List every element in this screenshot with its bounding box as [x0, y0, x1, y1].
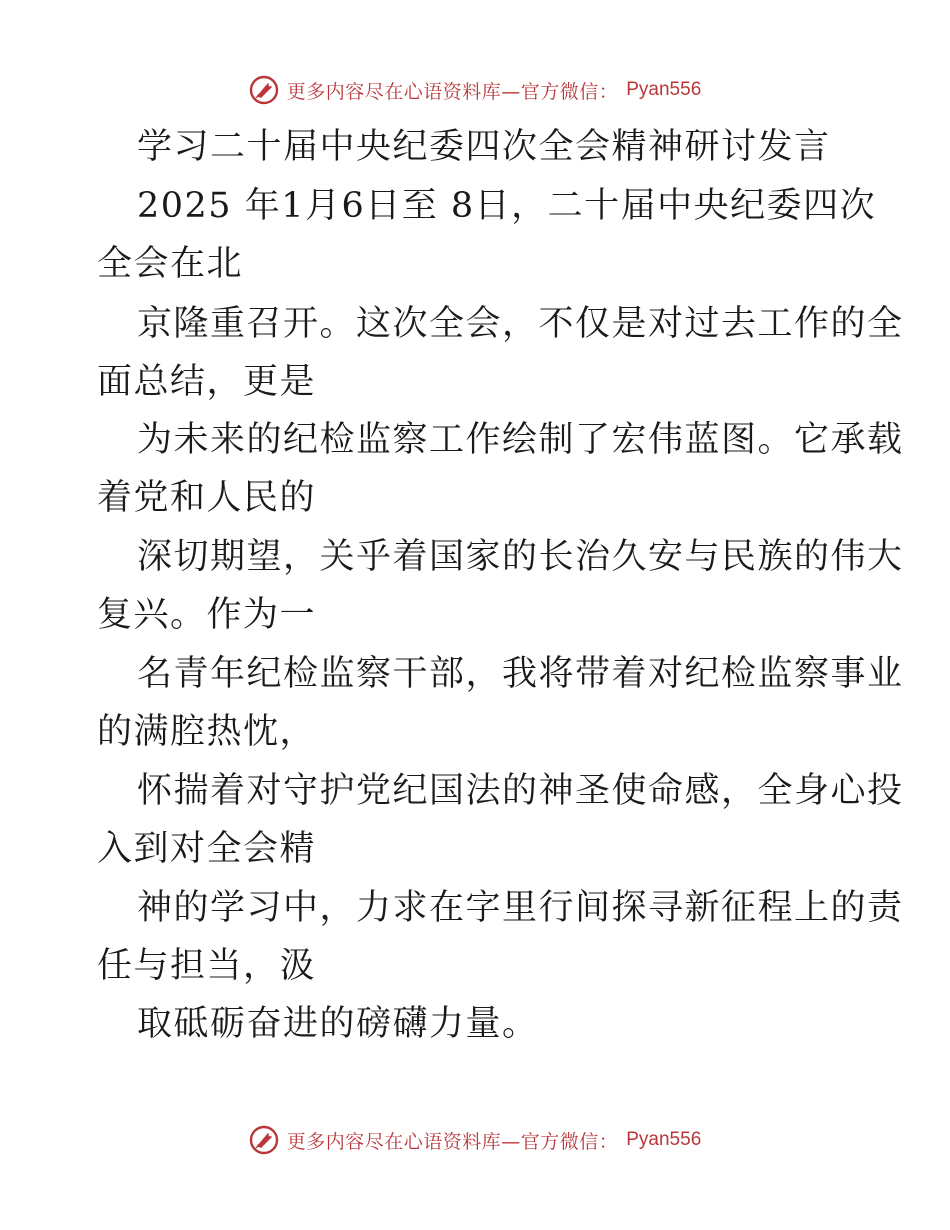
paragraph-line: 复兴。作为一 [97, 595, 317, 635]
paragraph-line: 面总结，更是 [97, 362, 317, 402]
banner-wechat-id: Pyan556 [626, 1129, 702, 1150]
paragraph-line: 神的学习中，力求在字里行间探寻新征程上的责 [137, 888, 904, 928]
paragraph-line: 深切期望，关乎着国家的长治久安与民族的伟大 [137, 537, 904, 577]
paragraph-line: 京隆重召开。这次全会，不仅是对过去工作的全 [137, 304, 904, 344]
header-banner [0, 70, 950, 110]
pen-logo-icon [249, 75, 279, 105]
paragraph-line: 着党和人民的 [97, 478, 317, 518]
paragraph-line: 入到对全会精 [97, 829, 317, 869]
banner-text: 更多内容尽在心语资料库—官方微信： [286, 80, 619, 103]
paragraph-line: 取砥砺奋进的磅礴力量。 [137, 1004, 539, 1044]
paragraph-line: 2025 年1月6日至 8日，二十届中央纪委四次 [137, 186, 877, 226]
paragraph-line: 全会在北 [97, 244, 244, 284]
paragraph-line: 为未来的纪检监察工作绘制了宏伟蓝图。它承载 [137, 420, 904, 460]
paragraph-line: 任与担当，汲 [97, 946, 317, 986]
paragraph-line: 的满腔热忱， [97, 712, 317, 752]
document-title: 学习二十届中央纪委四次全会精神研讨发言 [137, 127, 831, 167]
paragraph-line: 怀揣着对守护党纪国法的神圣使命感，全身心投 [137, 771, 904, 811]
banner-text: 更多内容尽在心语资料库—官方微信： [286, 1130, 619, 1153]
paragraph-line: 名青年纪检监察干部，我将带着对纪检监察事业 [137, 654, 904, 694]
footer-banner [0, 1120, 950, 1160]
pen-logo-icon [249, 1125, 279, 1155]
banner-wechat-id: Pyan556 [626, 79, 702, 100]
